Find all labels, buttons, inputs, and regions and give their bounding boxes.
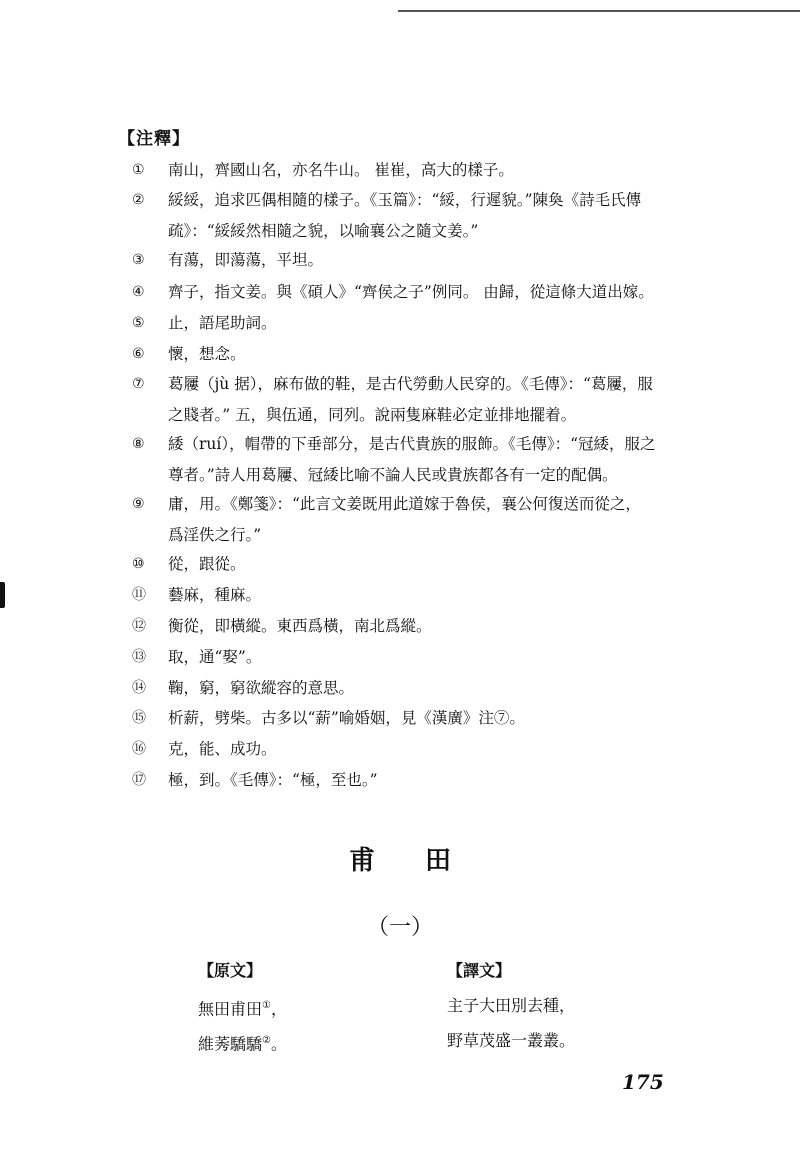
- note-item: [132, 369, 653, 431]
- note-item: [132, 703, 525, 734]
- note-ref: ①: [262, 1000, 271, 1011]
- note-item: [132, 734, 277, 765]
- note-text: 尊者。”詩人用葛屨、冠緌比喻不論人民或貴族都各有一定的配偶。: [168, 466, 618, 484]
- note-text: 南山，齊國山名，亦名牛山。 崔崔，高大的樣子。: [168, 161, 514, 179]
- note-item: [132, 339, 246, 370]
- note-text: 爲淫佚之行。”: [168, 526, 262, 544]
- note-number: ⑩: [132, 556, 145, 572]
- note-item: [132, 673, 354, 704]
- note-item: [132, 185, 641, 247]
- note-item: [132, 489, 641, 551]
- poem-title: 甫田: [348, 846, 501, 876]
- note-item: [132, 308, 277, 339]
- note-text: 有蕩，即蕩蕩，平坦。: [168, 251, 324, 269]
- verse-text: 無田甫田: [198, 999, 263, 1019]
- note-number: ⑧: [132, 436, 145, 452]
- notes-heading: 【注釋】: [118, 129, 190, 149]
- note-text: 止，語尾助詞。: [168, 314, 277, 332]
- note-number: ②: [132, 192, 145, 208]
- top-rule: [398, 10, 800, 12]
- note-text: 鞠，窮，窮欲縱容的意思。: [168, 679, 355, 697]
- note-text: 懷，想念。: [168, 345, 246, 363]
- note-number: ⑰: [132, 772, 146, 788]
- verse-text: 維莠驕驕: [198, 1034, 263, 1054]
- note-text: 取，通“娶”。: [168, 648, 262, 666]
- verse-line: [198, 988, 287, 1026]
- translation-line: 主子大田別去種，: [447, 996, 576, 1015]
- note-number: ⑫: [132, 618, 146, 634]
- verse-punct: ，: [270, 999, 287, 1019]
- verse-punct: 。: [270, 1034, 287, 1054]
- note-number: ⑤: [132, 315, 145, 331]
- note-number: ⑥: [132, 346, 145, 362]
- note-number: ⑪: [132, 587, 146, 603]
- note-item: [132, 429, 656, 491]
- note-text: 藝麻，種麻。: [168, 586, 262, 604]
- note-number: ⑬: [132, 649, 146, 665]
- translation-line: 野草茂盛一叢叢。: [447, 1031, 576, 1050]
- note-text: 極，到。《毛傳》：“極，至也。”: [168, 771, 378, 789]
- note-item: [132, 642, 261, 673]
- note-number: ④: [132, 284, 145, 300]
- note-number: ①: [132, 162, 145, 178]
- note-number: ⑯: [132, 741, 146, 757]
- section-number: （一）: [366, 915, 433, 940]
- note-item: [132, 155, 514, 186]
- note-number: ⑦: [132, 376, 145, 392]
- note-item: [132, 277, 654, 308]
- note-number: ③: [132, 252, 145, 268]
- note-text: 庸，用。《鄭箋》：“此言文姜既用此道嫁于魯侯，襄公何復送而從之，: [168, 495, 641, 513]
- note-item: [132, 245, 323, 276]
- note-text: 齊子，指文姜。與《碩人》“齊侯之子”例同。 由歸，從這條大道出嫁。: [168, 283, 654, 301]
- note-text: 緌（ruí），帽帶的下垂部分，是古代貴族的服飾。《毛傳》：“冠緌，服之: [168, 435, 656, 453]
- note-text: 析薪，劈柴。古多以“薪”喻婚姻，見《漢廣》注⑦。: [168, 709, 525, 727]
- note-text: 葛屨（jù 据），麻布做的鞋，是古代勞動人民穿的。《毛傳》：“葛屨，服: [168, 375, 653, 393]
- page-number: 175: [622, 1070, 664, 1094]
- translation-heading: 【譯文】: [447, 961, 512, 980]
- note-item: [132, 611, 432, 642]
- note-ref: ②: [262, 1035, 271, 1046]
- note-text: 疏》：“綏綏然相隨之貌，以喻襄公之隨文姜。”: [168, 222, 479, 240]
- note-item: [132, 549, 246, 580]
- note-item: [132, 580, 261, 611]
- binding-edge-mark: [0, 582, 5, 608]
- original-text-heading: 【原文】: [198, 961, 263, 980]
- note-text: 衡從，即橫縱。東西爲橫，南北爲縱。: [168, 617, 432, 635]
- note-text: 克，能、成功。: [168, 740, 277, 758]
- note-item: [132, 765, 378, 796]
- note-text: 之賤者。” 五，與伍通，同列。說兩隻麻鞋必定並排地擺着。: [168, 406, 577, 424]
- note-text: 從，跟從。: [168, 555, 246, 573]
- note-number: ⑨: [132, 496, 145, 512]
- note-number: ⑭: [132, 680, 146, 696]
- note-text: 綏綏，追求匹偶相隨的樣子。《玉篇》：“綏，行遲貌。”陳奐《詩毛氏傳: [168, 191, 642, 209]
- note-number: ⑮: [132, 710, 146, 726]
- verse-line: [198, 1023, 287, 1061]
